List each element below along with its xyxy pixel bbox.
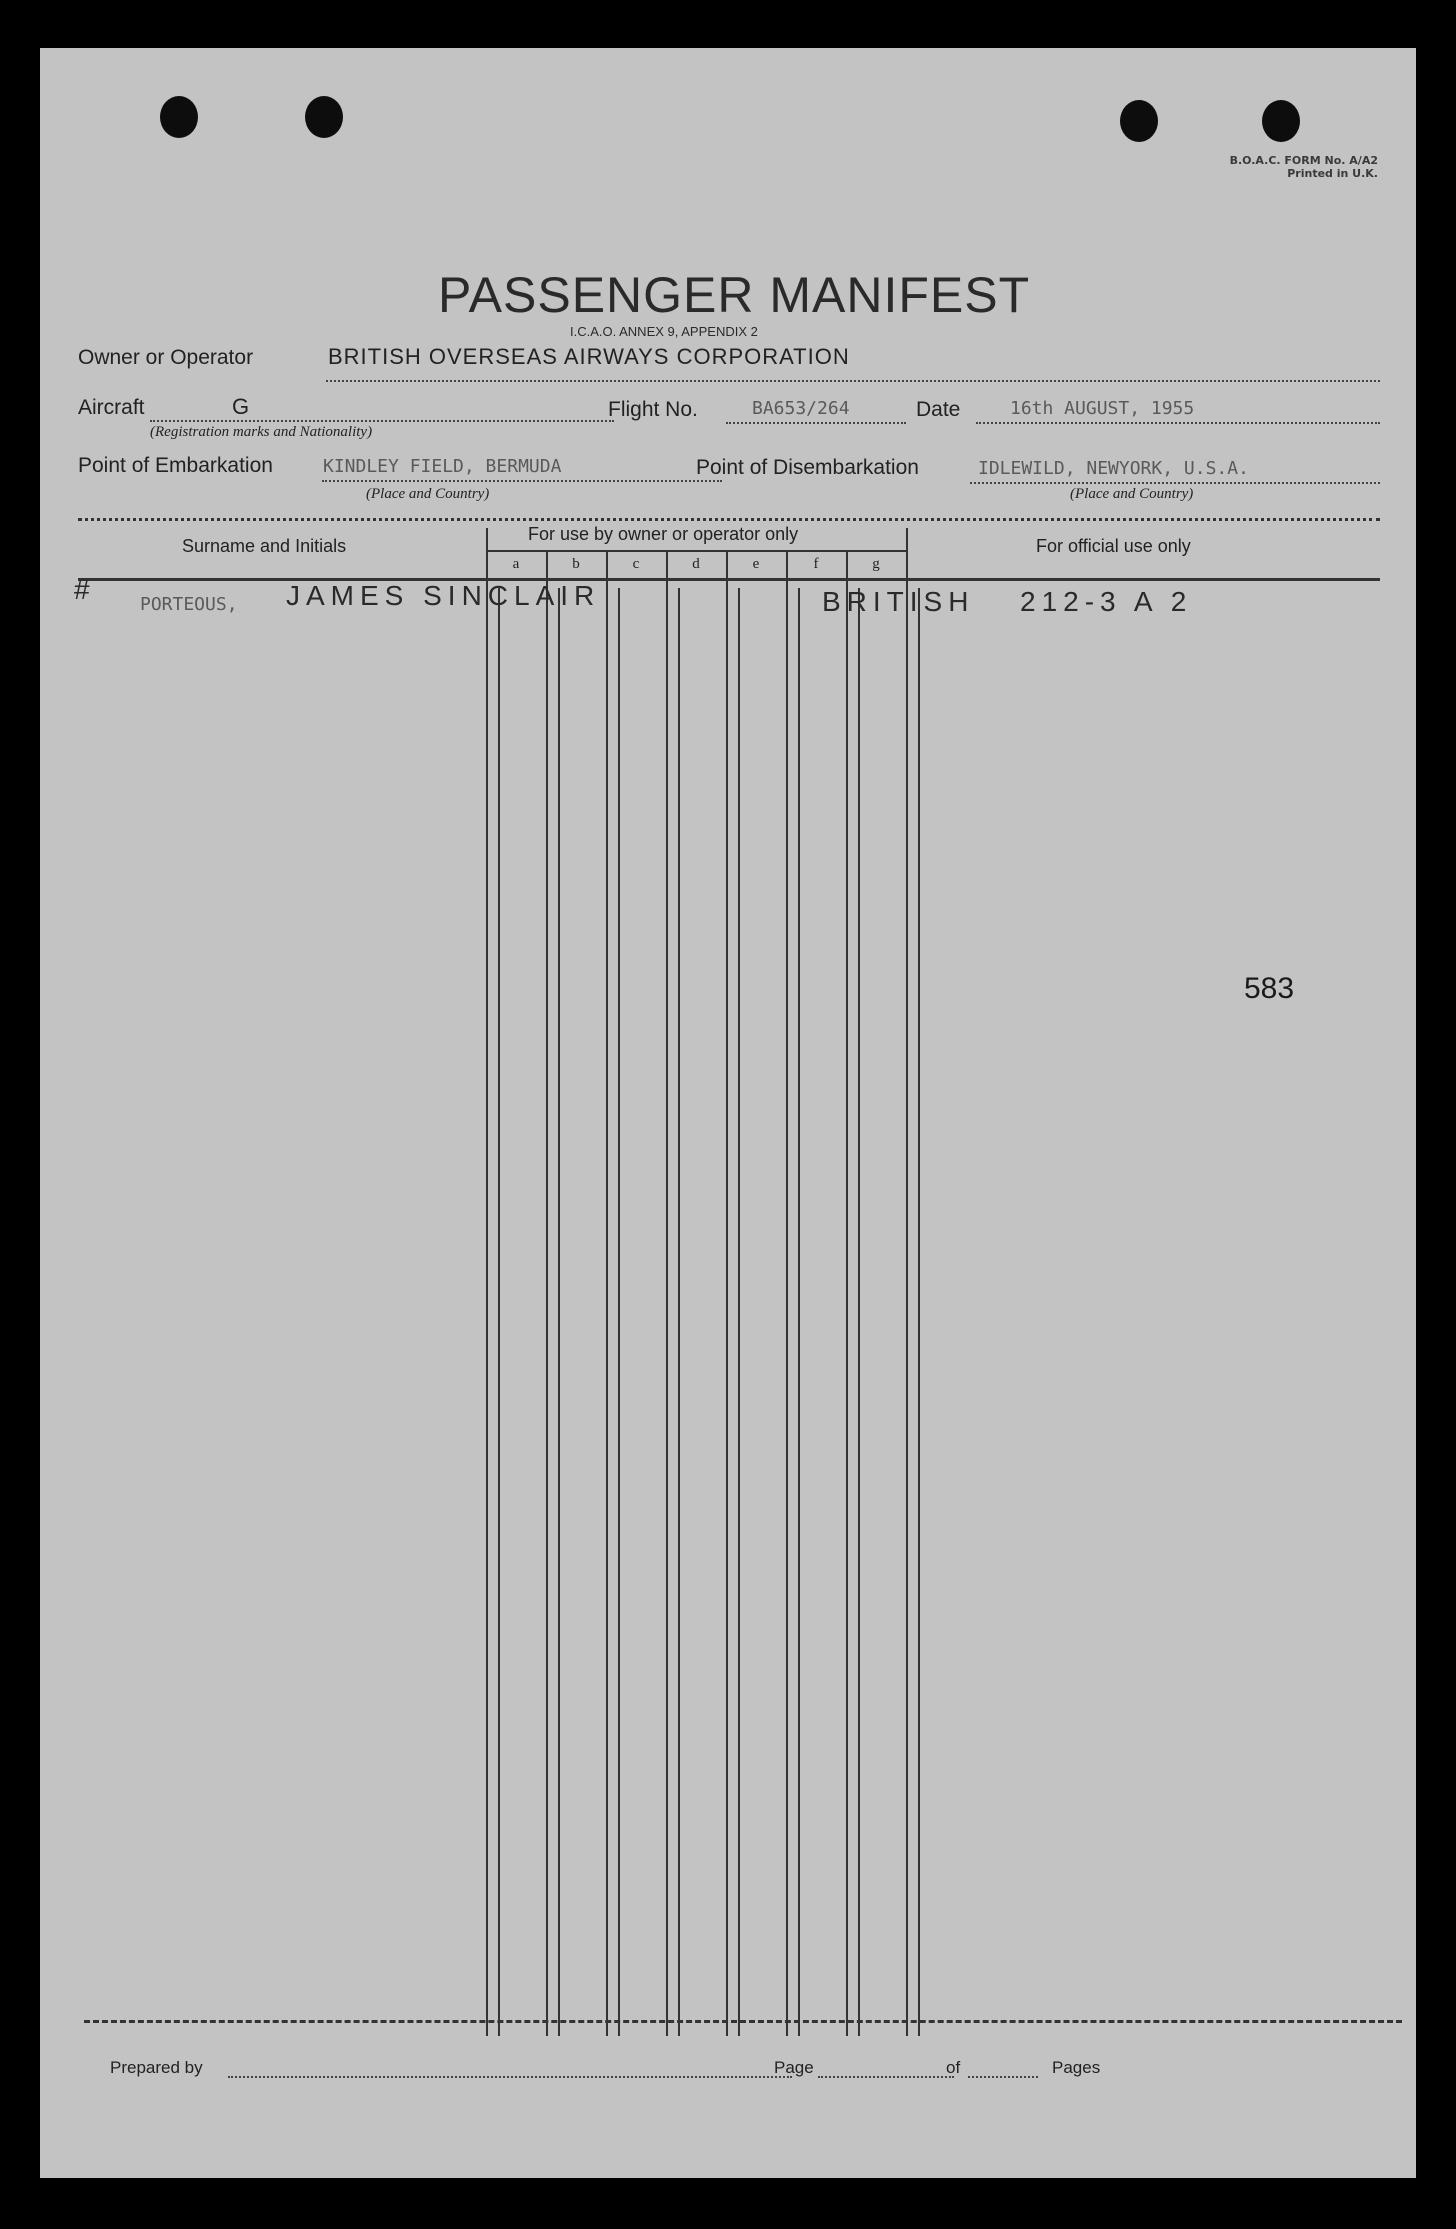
aircraft-label: Aircraft bbox=[78, 396, 145, 419]
aircraft-note: (Registration marks and Nationality) bbox=[150, 424, 373, 440]
aircraft-rule bbox=[150, 420, 614, 422]
column-header-surname: Surname and Initials bbox=[182, 536, 347, 556]
column-line-8 bbox=[906, 528, 908, 2036]
column-line-4b bbox=[678, 588, 680, 2036]
page-title: PASSENGER MANIFEST bbox=[438, 267, 1031, 323]
sub-column-b: b bbox=[572, 556, 580, 572]
column-header-official: For official use only bbox=[1036, 536, 1191, 556]
column-line-1b bbox=[498, 588, 500, 2036]
owner-rule bbox=[326, 380, 1380, 382]
printed-in: Printed in U.K. bbox=[1287, 167, 1378, 180]
page-rule bbox=[818, 2076, 954, 2078]
column-line-2b bbox=[558, 588, 560, 2036]
column-line-5b bbox=[738, 588, 740, 2036]
column-line-3 bbox=[606, 550, 608, 2036]
column-line-4 bbox=[666, 550, 668, 2036]
date-label: Date bbox=[916, 398, 961, 421]
form-reference bbox=[1230, 154, 1378, 180]
column-line-6b bbox=[798, 588, 800, 2036]
punch-hole-left-1 bbox=[160, 96, 198, 138]
form-number: B.O.A.C. FORM No. A/A2 bbox=[1229, 154, 1378, 167]
sub-column-a: a bbox=[512, 556, 520, 572]
prepared-by-label: Prepared by bbox=[110, 2058, 203, 2077]
pages-label: Pages bbox=[1052, 2058, 1101, 2077]
passenger-mark: # bbox=[74, 574, 90, 605]
of-rule bbox=[968, 2076, 1038, 2078]
column-line-8b bbox=[918, 588, 920, 2036]
column-line-5 bbox=[726, 550, 728, 2036]
page-number: 583 bbox=[1244, 972, 1295, 1005]
flight-value: BA653/264 bbox=[752, 398, 850, 419]
passenger-official-code: 212-3 A 2 bbox=[1020, 586, 1193, 617]
flight-label: Flight No. bbox=[608, 398, 698, 421]
embarkation-rule bbox=[322, 480, 722, 482]
table-header-rule bbox=[78, 578, 1380, 581]
disembarkation-value: IDLEWILD, NEWYORK, U.S.A. bbox=[978, 458, 1249, 479]
table-top-rule bbox=[78, 518, 1380, 521]
owner-value: BRITISH OVERSEAS AIRWAYS CORPORATION bbox=[328, 344, 850, 369]
owner-header-rule bbox=[486, 550, 906, 552]
passenger-typed-name: PORTEOUS, bbox=[140, 594, 238, 615]
page-label: Page bbox=[774, 2058, 814, 2077]
column-line-1 bbox=[486, 528, 488, 2036]
aircraft-value: G bbox=[232, 394, 251, 419]
sub-column-e: e bbox=[752, 556, 760, 572]
disembarkation-note: (Place and Country) bbox=[1070, 486, 1194, 502]
owner-label: Owner or Operator bbox=[78, 346, 254, 369]
of-label: of bbox=[946, 2058, 961, 2077]
embarkation-value: KINDLEY FIELD, BERMUDA bbox=[323, 456, 562, 477]
embarkation-note: (Place and Country) bbox=[366, 486, 490, 502]
date-value: 16th AUGUST, 1955 bbox=[1010, 398, 1195, 419]
disembarkation-rule bbox=[970, 482, 1380, 484]
column-line-7b bbox=[858, 588, 860, 2036]
page-subtitle: I.C.A.O. ANNEX 9, APPENDIX 2 bbox=[570, 324, 758, 339]
disembarkation-label: Point of Disembarkation bbox=[696, 456, 919, 479]
embarkation-label: Point of Embarkation bbox=[78, 454, 273, 477]
punch-hole-right-1 bbox=[1120, 100, 1158, 142]
sub-column-g: g bbox=[872, 556, 880, 572]
column-header-owner: For use by owner or operator only bbox=[528, 524, 799, 544]
passenger-nationality: BRITISH bbox=[822, 586, 975, 617]
passenger-handwritten-name: JAMES SINCLAIR bbox=[286, 580, 601, 611]
sub-column-c: c bbox=[632, 556, 640, 572]
prepared-by-rule bbox=[228, 2076, 792, 2078]
sub-column-f: f bbox=[813, 556, 819, 572]
punch-hole-left-2 bbox=[305, 96, 343, 138]
date-rule bbox=[976, 422, 1380, 424]
flight-rule bbox=[726, 422, 906, 424]
column-line-7 bbox=[846, 550, 848, 2036]
sub-column-d: d bbox=[692, 556, 700, 572]
table-bottom-rule bbox=[84, 2020, 1402, 2023]
punch-hole-right-2 bbox=[1262, 100, 1300, 142]
column-line-6 bbox=[786, 550, 788, 2036]
column-line-3b bbox=[618, 588, 620, 2036]
column-line-2 bbox=[546, 550, 548, 2036]
manifest-sheet bbox=[40, 48, 1416, 2178]
